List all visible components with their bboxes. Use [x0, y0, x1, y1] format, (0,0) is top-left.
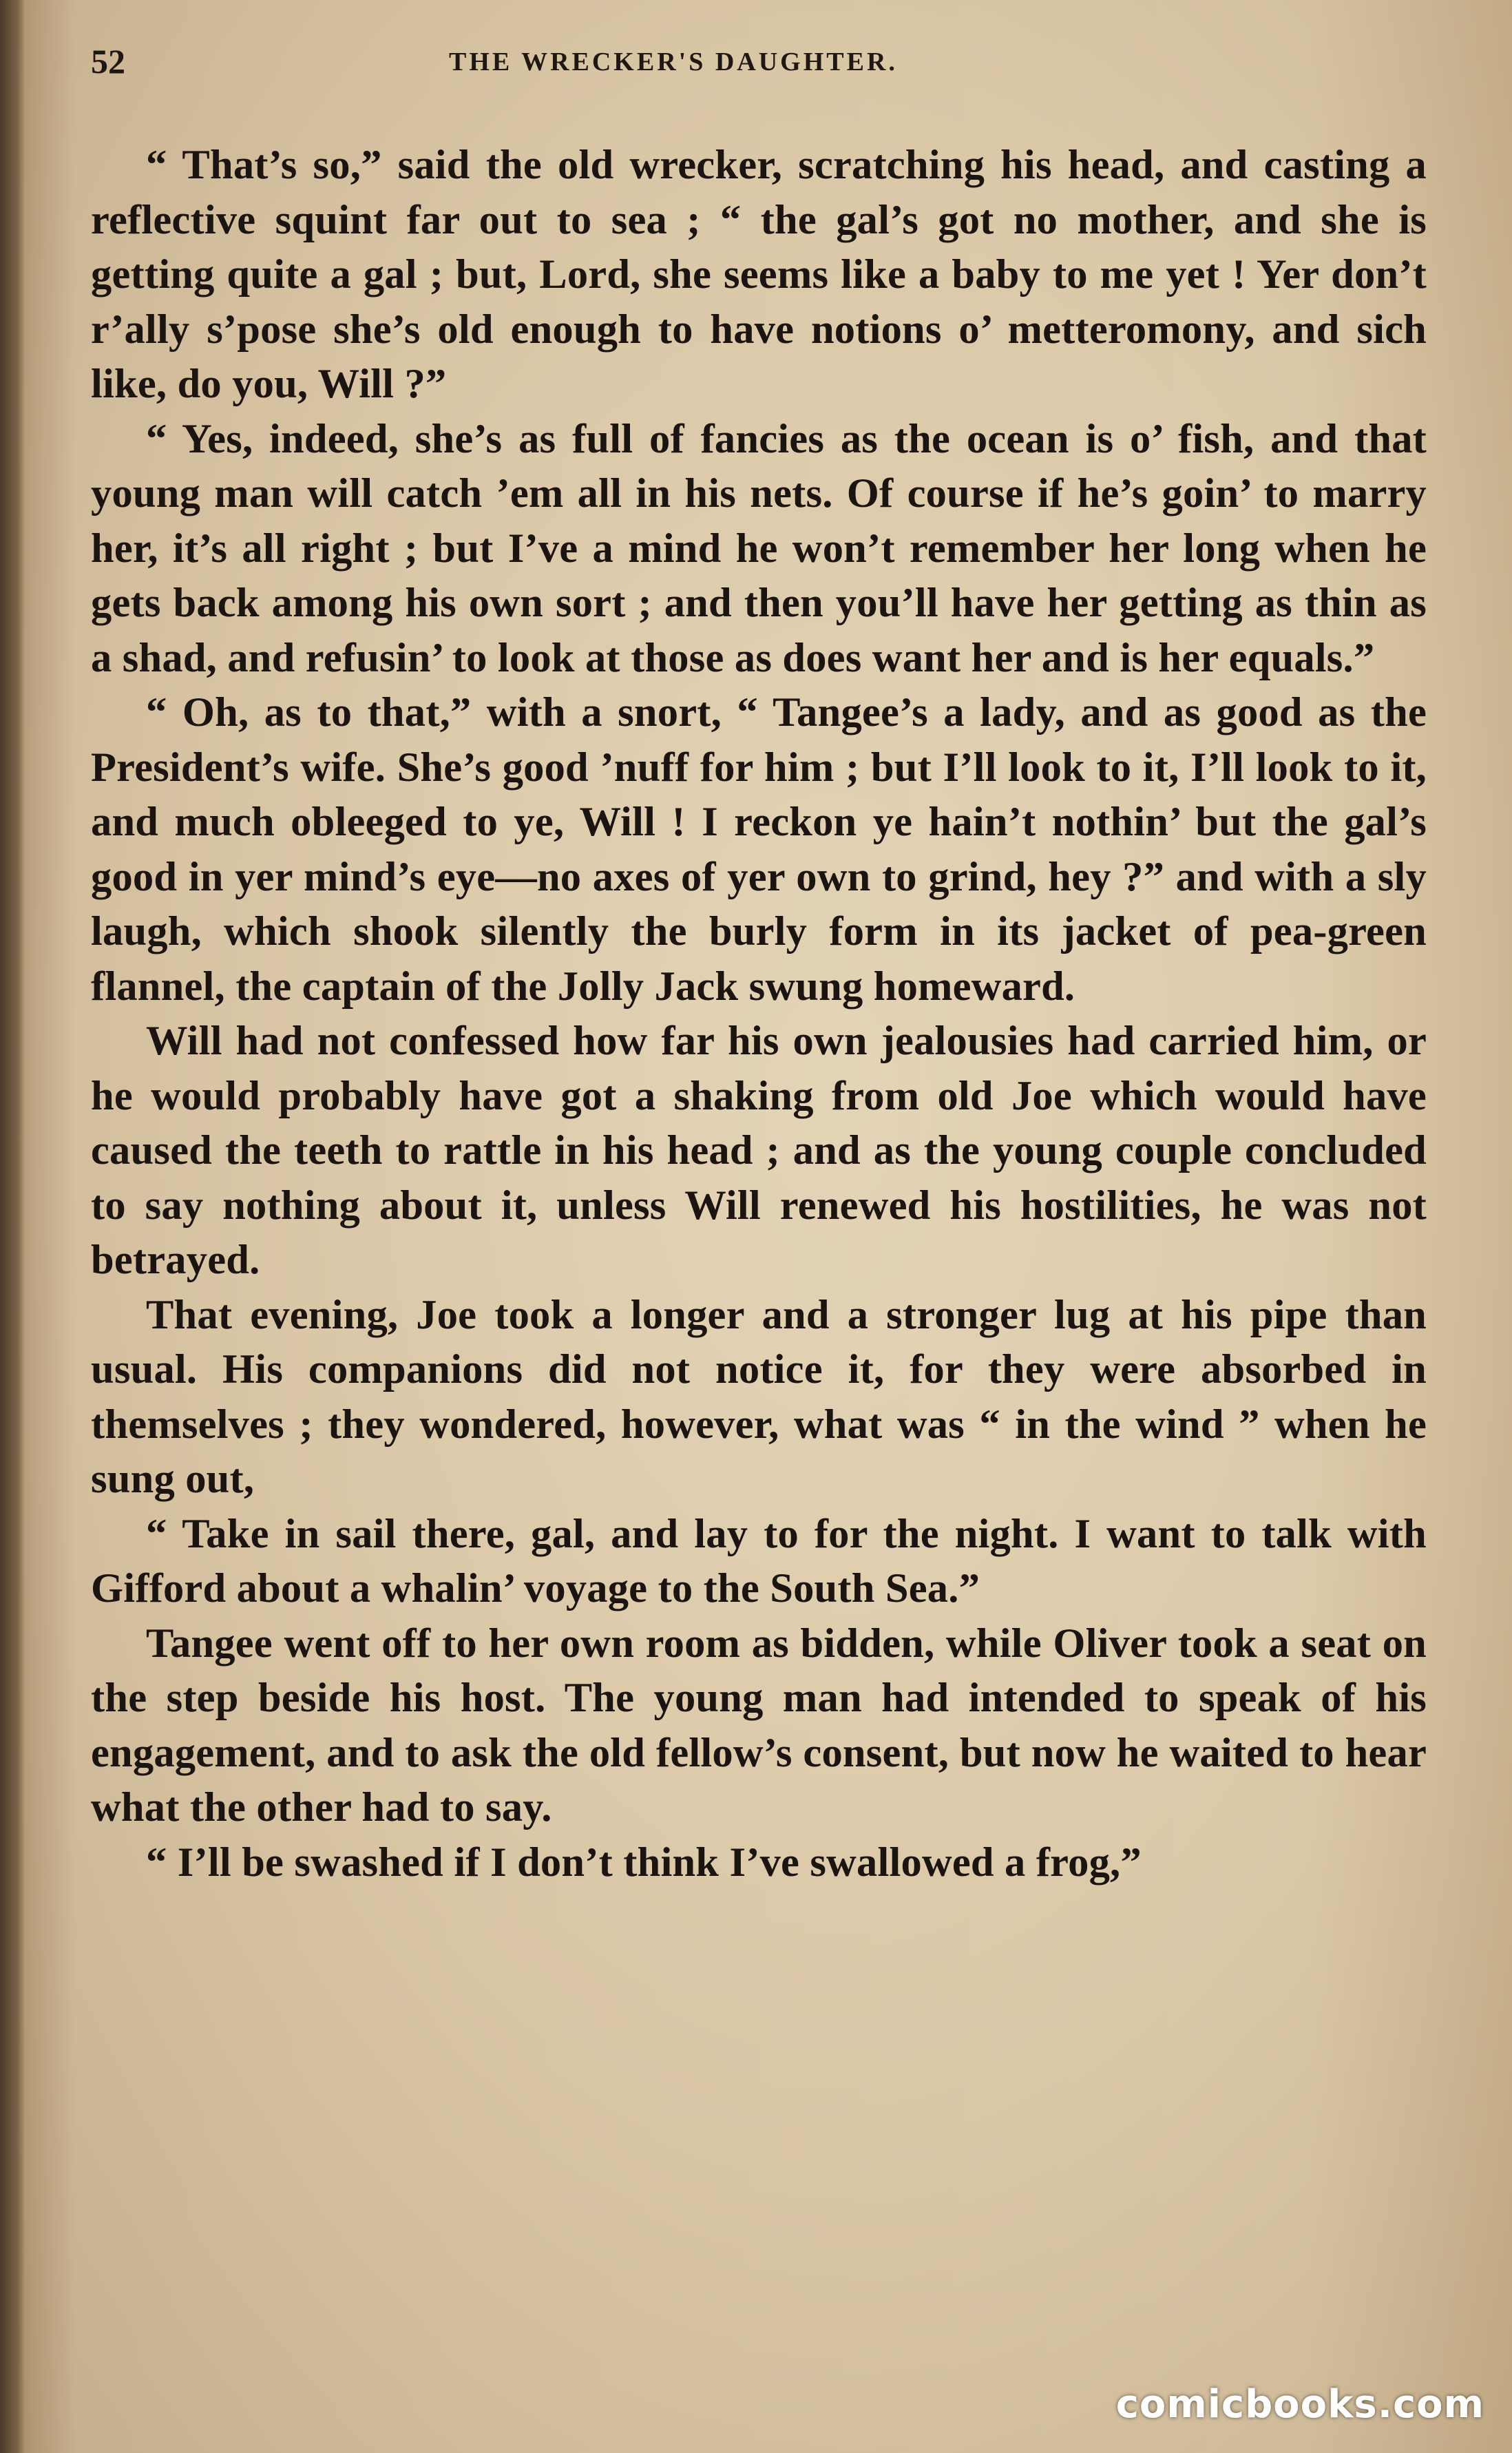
paragraph: That evening, Joe took a longer and a stronger lug at his pipe than usual. His companions did not notice it, for they were absorbed in themselves ; they wondered, however, what was “ in the wind ” when he sung out, — [91, 1291, 1427, 1502]
page-header — [91, 41, 1427, 96]
watermark-logo: comicbooks.com — [1115, 2382, 1484, 2427]
paragraph: “ That’s so,” said the old wrecker, scratching his head, and casting a reflective squint far out to sea ; “ the gal’s got no mother, and she is getting quite a gal ; but, Lord, she seems like a baby to me yet ! Yer don’t r’ally s’pose she’s old enough to have notions o’ metteromony, and sich like, do you, Will ?” — [91, 142, 1427, 407]
body-text — [91, 138, 1427, 1890]
paragraph: “ Take in sail there, gal, and lay to for the night. I want to talk with Gifford about a whalin’ voyage to the South Sea.” — [91, 1510, 1427, 1611]
paragraph: “ I’ll be swashed if I don’t think I’ve swallowed a frog,” — [146, 1839, 1142, 1886]
book-binding-shadow — [0, 0, 25, 2453]
paragraph: Tangee went off to her own room as bidden, while Oliver took a seat on the step beside his host. The young man had intended to speak of his engagement, and to ask the old fellow’s consent, but now he waited to hear what the other had to say. — [91, 1620, 1427, 1830]
paragraph: Will had not confessed how far his own jealousies had carried him, or he would probably have got a shaking from old Joe which would have caused the teeth to rattle in his head ; and as the young couple concluded to say nothing about it, unless Will renewed his hostilities, he was not betrayed. — [91, 1018, 1427, 1283]
paragraph: “ Yes, indeed, she’s as full of fancies as the ocean is o’ fish, and that young man will catch ’em all in his nets. Of course if he’s goin’ to marry her, it’s all right ; but I’ve a mind he won’t remember her long when he gets back among his own sort ; and then you’ll have her getting as thin as a shad, and refusin’ to look at those as does want her and is her equals.” — [91, 415, 1427, 681]
running-head: THE WRECKER'S DAUGHTER. — [449, 48, 898, 76]
page-number: 52 — [91, 42, 125, 81]
paragraph: “ Oh, as to that,” with a snort, “ Tangee’s a lady, and as good as the President’s wife. She’s good ’nuff for him ; but I’ll look to it, I’ll look to it, and much obleeged to ye, Will ! I reckon ye hain’t nothin’ but the gal’s good in yer mind’s eye—no axes of yer own to grind, hey ?” and with a sly laugh, which shook silently the burly form in its jacket of pea-green flannel, the captain of the Jolly Jack swung homeward. — [91, 689, 1427, 1010]
